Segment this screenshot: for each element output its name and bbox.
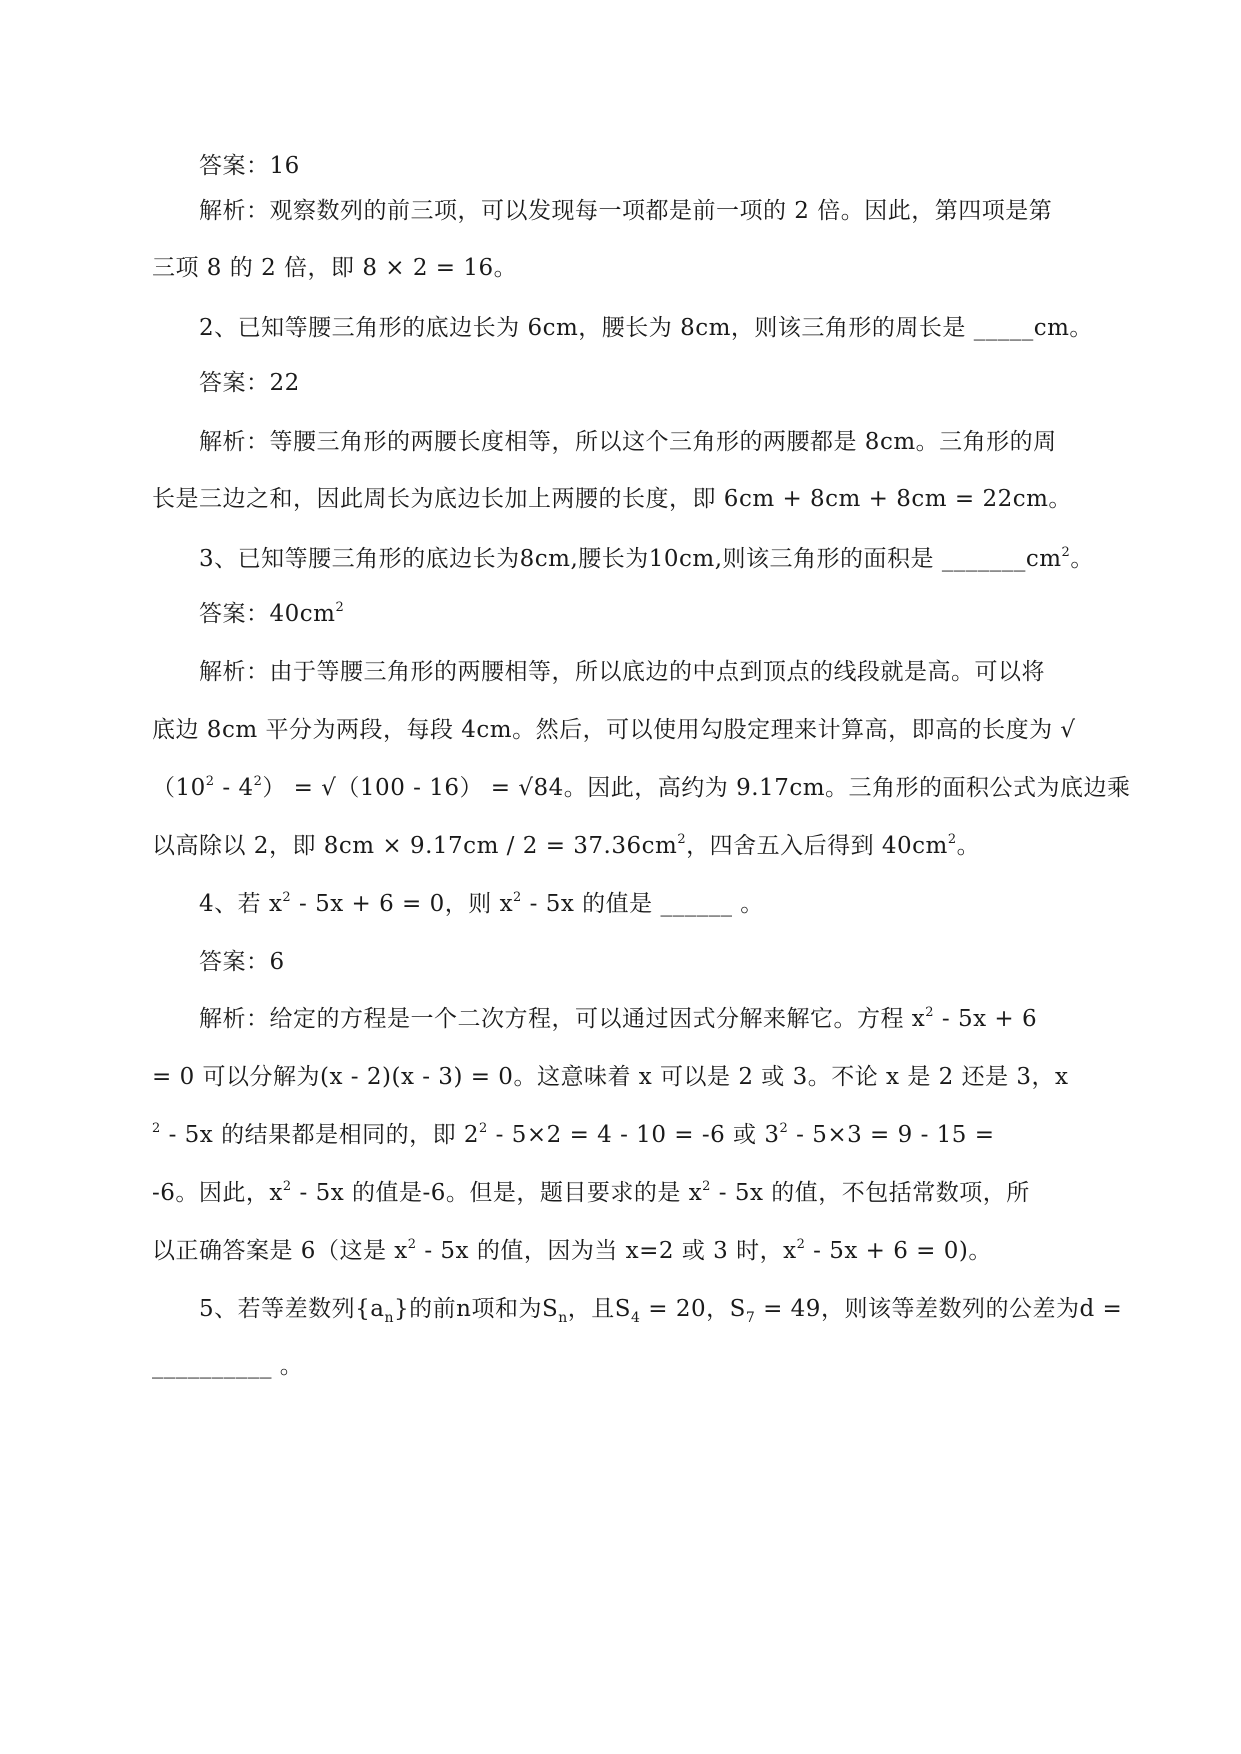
answer-3-line: [199, 598, 1139, 630]
analysis-4-line-5: [152, 1235, 1092, 1267]
analysis-2-line-1: 解析：等腰三角形的两腰长度相等，所以这个三角形的两腰都是 8cm。三角形的周: [199, 429, 1057, 455]
text-segment: 答案：40cm: [199, 601, 336, 627]
analysis-1-line-2: 三项 8 的 2 倍，即 8 × 2 = 16。: [152, 255, 518, 281]
superscript: 2: [677, 832, 687, 847]
text-segment: - 5x + 6: [934, 1006, 1038, 1032]
text-segment: ） = √（100 - 16） = √84。因此，高约为 9.17cm。三角形的面积公式为底边乘: [262, 775, 1131, 801]
question-4-line: [199, 888, 1139, 920]
superscript: 2: [205, 774, 215, 789]
analysis-3-line-2: 底边 8cm 平分为两段，每段 4cm。然后，可以使用勾股定理来计算高，即高的长度为 √: [152, 717, 1076, 743]
answer-1-line: 答案：16: [199, 153, 300, 179]
superscript: 2: [702, 1179, 711, 1194]
text-segment: - 5x 的值，不包括常数项，所: [710, 1180, 1030, 1206]
superscript: 2: [335, 600, 345, 615]
analysis-1-line-1: 解析：观察数列的前三项，可以发现每一项都是前一项的 2 倍。因此，第四项是第: [199, 198, 1053, 224]
question-2-line: 2、已知等腰三角形的底边长为 6cm，腰长为 8cm，则该三角形的周长是 _____cm。: [199, 315, 1093, 341]
text-segment: 3、已知等腰三角形的底边长为8cm,腰长为10cm,则该三角形的面积是 _______cm: [199, 546, 1062, 572]
analysis-3-line-4: [152, 830, 1092, 862]
superscript: 2: [253, 774, 263, 789]
text-segment: - 5x 的值是-6。但是，题目要求的是 x: [291, 1180, 703, 1206]
text-segment: - 5x 的结果都是相同的，即 2: [160, 1122, 480, 1148]
superscript: 2: [796, 1237, 806, 1252]
text-segment: （10: [152, 775, 206, 801]
text-segment: 以正确答案是 6（这是 x: [152, 1238, 408, 1264]
text-segment: 5、若等差数列{a: [199, 1296, 385, 1322]
text-segment: ，四舍五入后得到 40cm: [686, 833, 948, 859]
text-segment: }的前n项和为S: [394, 1296, 559, 1322]
answer-2-line: 答案：22: [199, 370, 300, 396]
text-segment: ，且S: [567, 1296, 632, 1322]
superscript: 2: [479, 1121, 488, 1136]
superscript: 2: [1061, 545, 1071, 560]
text-segment: - 5×2 = 4 - 10 = -6 或 3: [487, 1122, 780, 1148]
text-segment: - 5x + 6 = 0)。: [805, 1238, 992, 1264]
subscript: n: [384, 1310, 395, 1326]
superscript: 2: [925, 1005, 935, 1020]
text-segment: 解析：给定的方程是一个二次方程，可以通过因式分解来解它。方程 x: [199, 1006, 926, 1032]
analysis-4-line-1: [199, 1003, 1139, 1035]
superscript: 2: [779, 1121, 789, 1136]
superscript: 2: [407, 1237, 417, 1252]
question-3-line: [199, 543, 1139, 575]
superscript: 2: [947, 832, 957, 847]
superscript: 2: [282, 890, 292, 905]
analysis-3-line-1: 解析：由于等腰三角形的两腰相等，所以底边的中点到顶点的线段就是高。可以将: [199, 659, 1045, 685]
analysis-4-line-4: [152, 1177, 1092, 1209]
question-5-line-1: [199, 1293, 1139, 1325]
subscript: 4: [631, 1310, 641, 1326]
superscript: 2: [282, 1179, 292, 1194]
superscript: 2: [152, 1121, 161, 1136]
text-segment: - 4: [214, 775, 254, 801]
text-segment: 。: [1070, 546, 1094, 572]
superscript: 2: [513, 890, 522, 905]
text-segment: = 49，则该等差数列的公差为d =: [755, 1296, 1123, 1322]
text-segment: 以高除以 2，即 8cm × 9.17cm / 2 = 37.36cm: [152, 833, 678, 859]
subscript: n: [558, 1310, 568, 1326]
text-segment: - 5×3 = 9 - 15 =: [788, 1122, 995, 1148]
answer-4-line: 答案：6: [199, 949, 285, 975]
analysis-2-line-2: 长是三边之和，因此周长为底边长加上两腰的长度，即 6cm + 8cm + 8cm = 22cm。: [152, 486, 1072, 512]
analysis-3-line-3: [152, 772, 1131, 804]
text-segment: - 5x 的值是 ______ 。: [521, 891, 764, 917]
text-segment: - 5x + 6 = 0，则 x: [291, 891, 514, 917]
text-segment: 4、若 x: [199, 891, 283, 917]
text-segment: 。: [956, 833, 981, 859]
text-segment: -6。因此，x: [152, 1180, 283, 1206]
question-5-line-2: __________ 。: [152, 1353, 304, 1379]
text-segment: = 20，S: [640, 1296, 746, 1322]
analysis-4-line-2: = 0 可以分解为(x - 2)(x - 3) = 0。这意味着 x 可以是 2 或 3。不论 x 是 2 还是 3，x: [152, 1064, 1069, 1090]
subscript: 7: [745, 1310, 756, 1326]
text-segment: - 5x 的值，因为当 x=2 或 3 时，x: [416, 1238, 797, 1264]
analysis-4-line-3: [152, 1119, 1092, 1151]
